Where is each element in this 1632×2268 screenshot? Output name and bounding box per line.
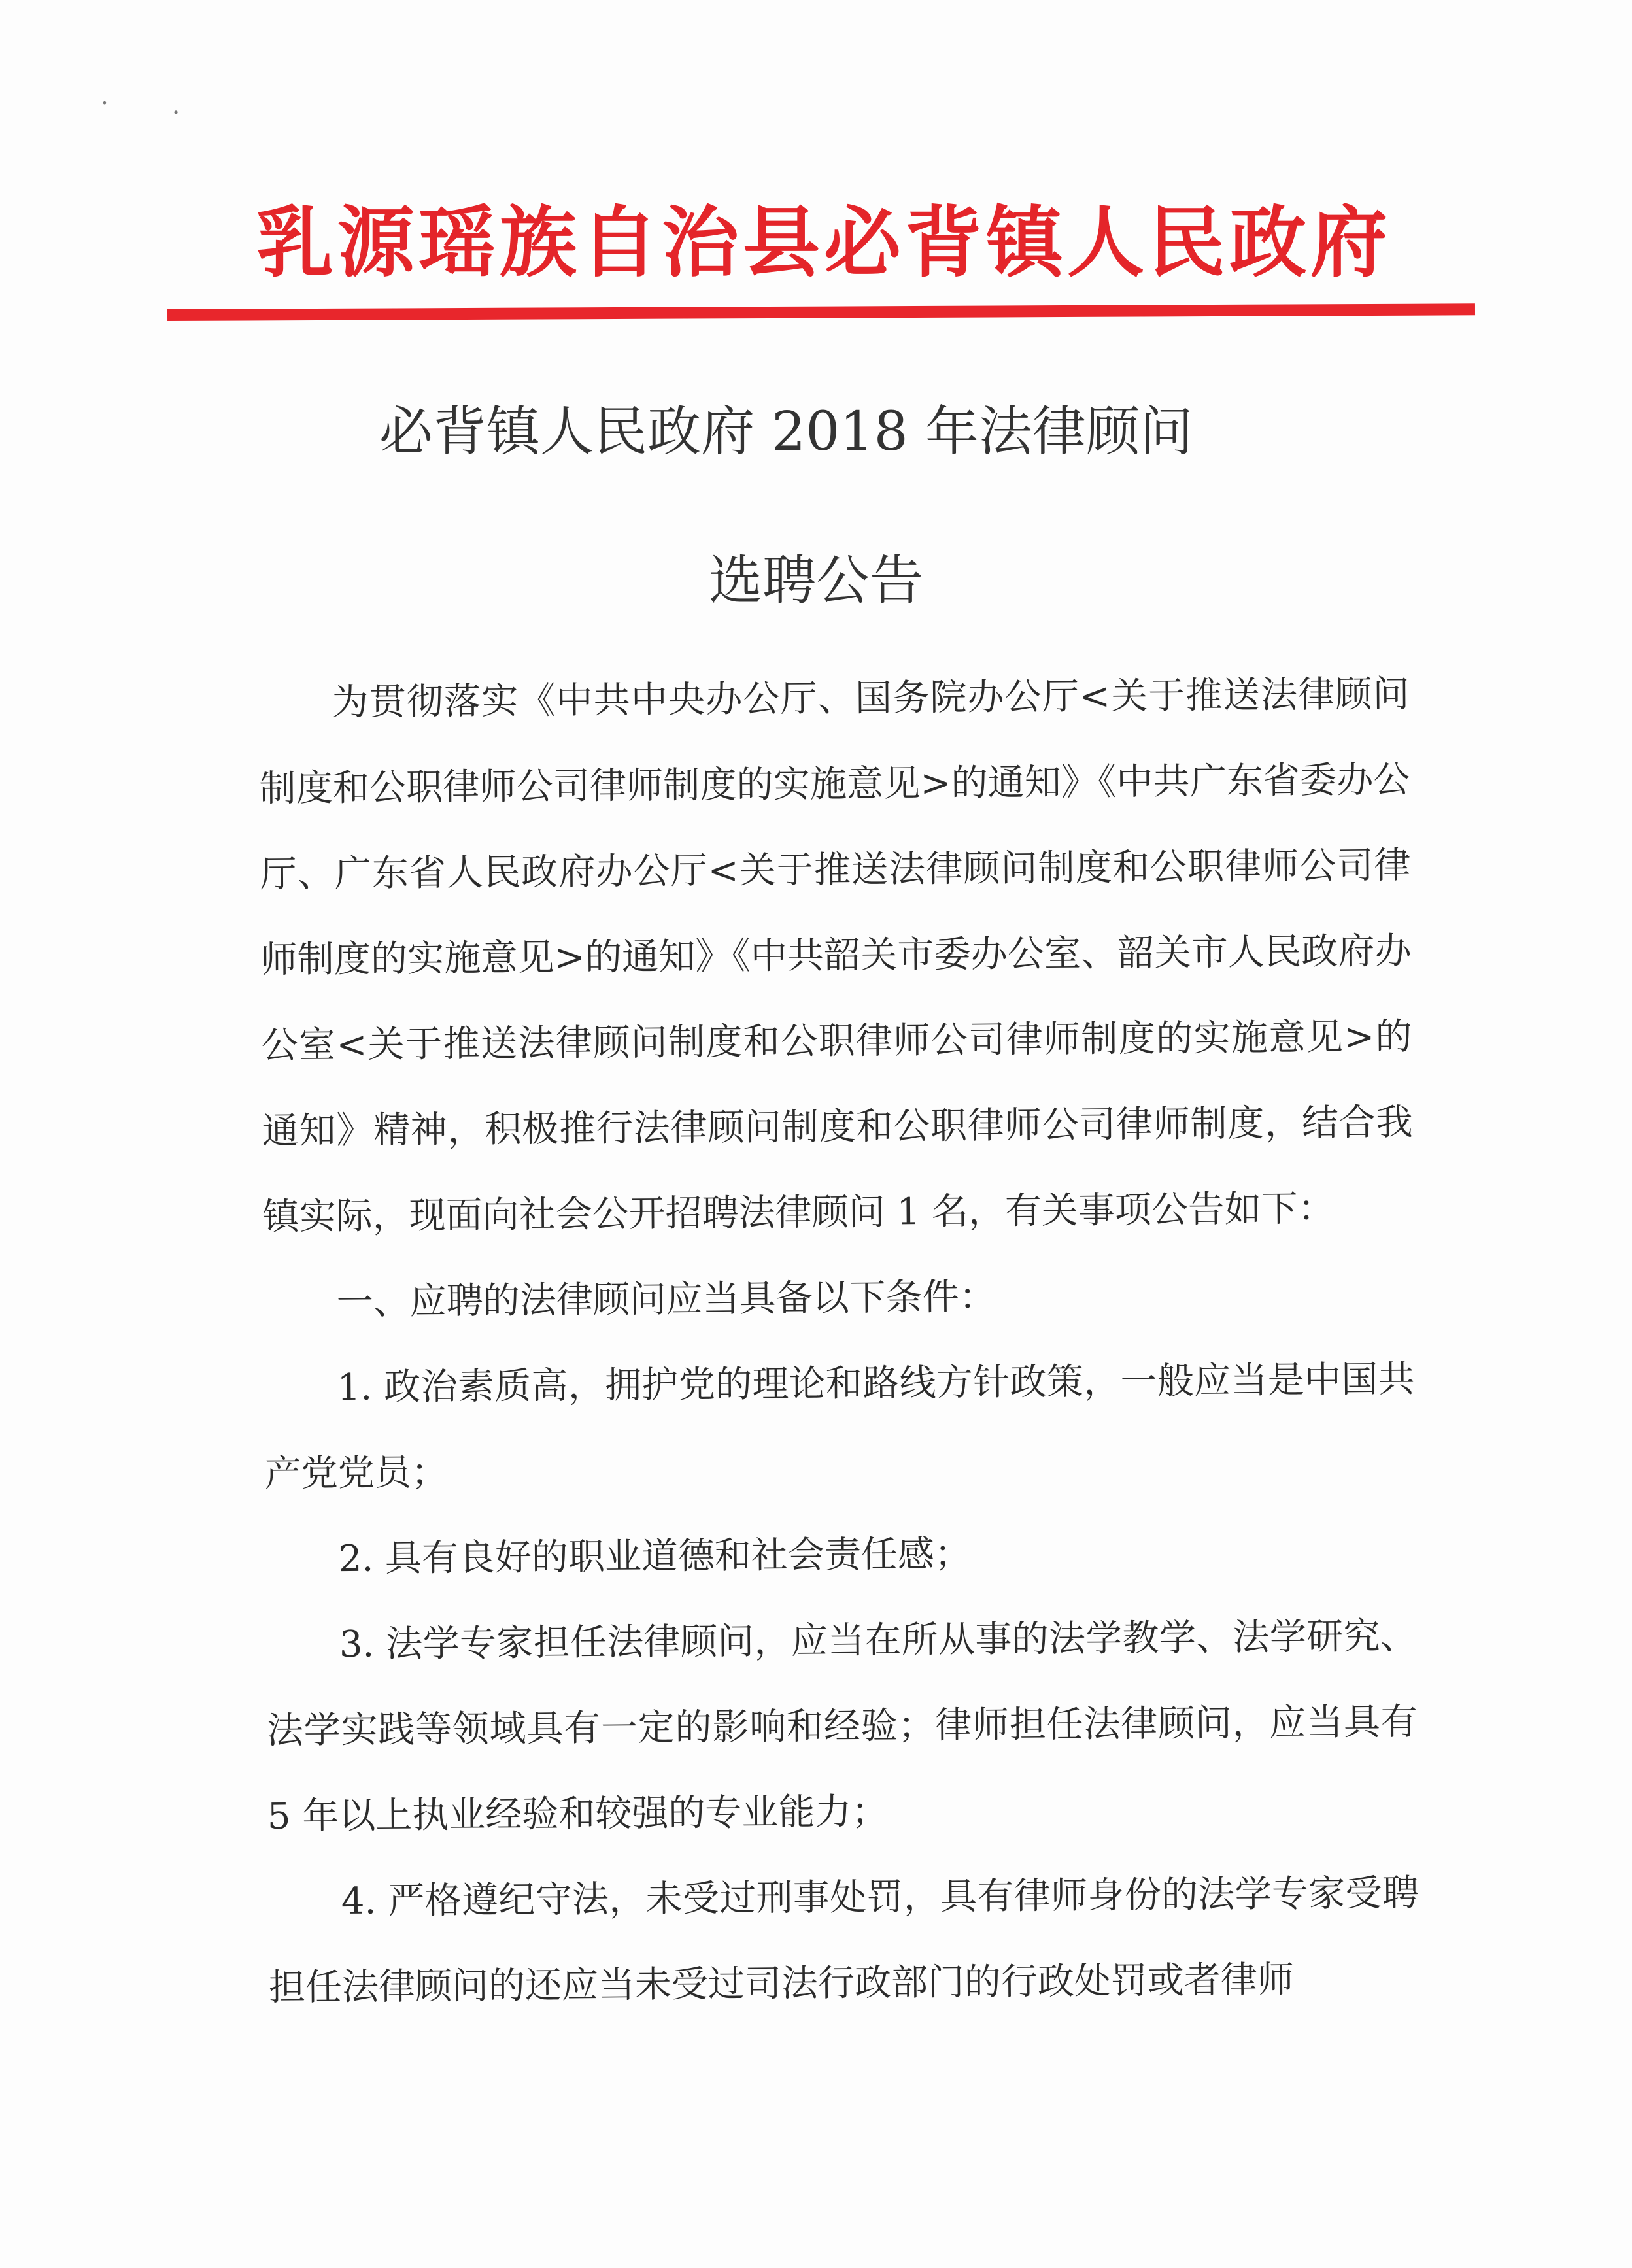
intro-paragraph: 为贯彻落实《中共中央办公厅、国务院办公厅<关于推送法律顾问制度和公职律师公司律师制度的实施意见>的通知》《中共广东省委办公厅、广东省人民政府办公厅<关于推送法律顾问制度和公职律师公司律师制度的实施意见>的通知》《中共韶关市委办公室、韶关市人民政府办公室<关于推送法律顾问制度和公职律师公司律师制度的实施意见>的通知》精神，积极推行法律顾问制度和公职律师公司律师制度，结合我镇实际，现面向社会公开招聘法律顾问 1 名，有关事项公告如下： [259, 673, 1413, 1238]
document-body [258, 651, 1420, 2031]
letterhead-red-rule [167, 303, 1475, 321]
condition-item-2: 2. 具有良好的职业道德和社会责任感； [338, 1532, 972, 1581]
condition-item-4: 4. 严格遵纪守法，未受过刑事处罚，具有律师身份的法学专家受聘担任法律顾问的还应当未受过司法行政部门的行政处罚或者律师 [268, 1872, 1420, 2009]
section-heading-conditions: 一、应聘的法律顾问应当具备以下条件： [336, 1276, 996, 1324]
document-title-line1: 必背镇人民政府 2018 年法律顾问 [379, 401, 1193, 463]
scan-speck: ˙ · [98, 98, 207, 128]
letterhead-org-name: 乳源瑶族自治县必背镇人民政府 [256, 197, 1391, 288]
document-title-line2: 选聘公告 [708, 550, 923, 612]
condition-item-1: 1. 政治素质高，拥护党的理论和路线方针政策，一般应当是中国共产党党员； [264, 1358, 1415, 1495]
condition-item-3: 3. 法学专家担任法律顾问，应当在所从事的法学教学、法学研究、法学实践等领域具有一定的影响和经验；律师担任法律顾问，应当具有 5 年以上执业经验和较强的专业能力； [266, 1615, 1418, 1838]
